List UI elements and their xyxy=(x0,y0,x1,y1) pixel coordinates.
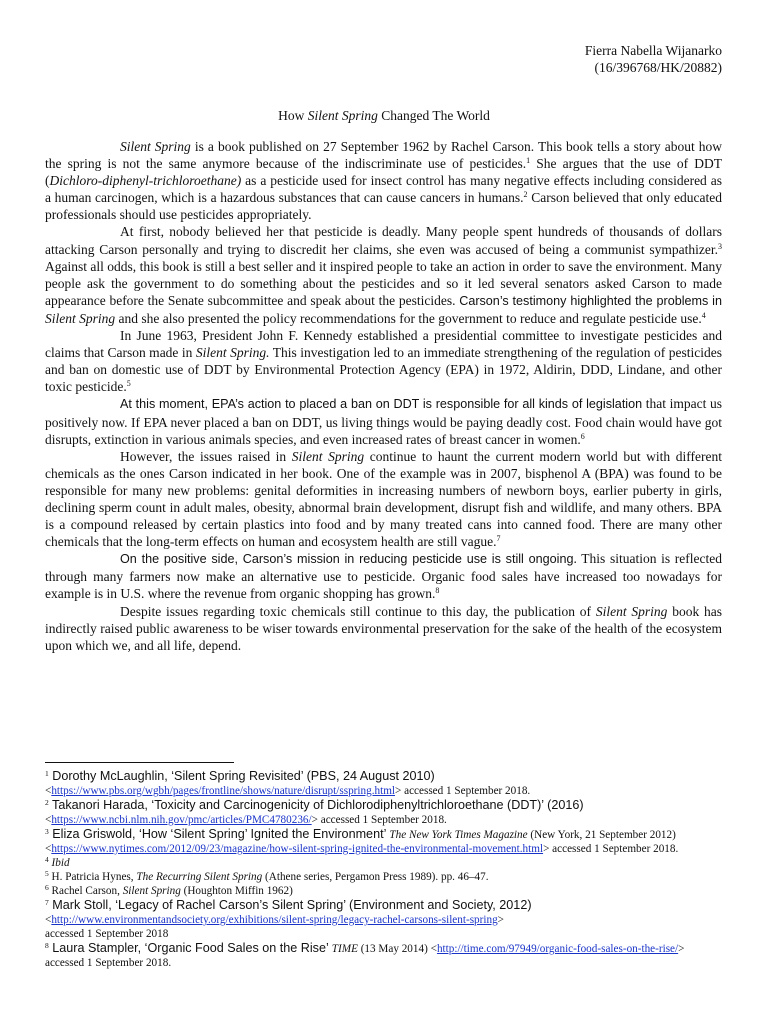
footnote-italic: The Recurring Silent Spring xyxy=(136,871,263,883)
text: She argues that the use of DDT ( xyxy=(45,156,723,189)
footnote-italic: Silent Spring xyxy=(122,885,181,897)
text: In June 1963, President John F. Kennedy established a presidential committee to investigate pesticides and claims that Carson made in xyxy=(45,328,722,361)
bracket: < xyxy=(45,785,52,797)
footnote-link[interactable]: https://www.pbs.org/wgbh/pages/frontline/shows/nature/disrupt/sspring.html xyxy=(51,785,395,797)
footnote-text: Rachel Carson, xyxy=(48,885,123,897)
footnote-ref[interactable]: 3 xyxy=(718,241,722,251)
footnote-link[interactable]: http://time.com/97949/organic-food-sales-on-the-rise/ xyxy=(436,943,679,955)
text: is a book published on 27 September 1962 by Rachel Carson. This book tells a story about how the spring is not the same anymore because of the indiscriminate use of pesticides. xyxy=(45,139,723,172)
title-italic: Silent Spring xyxy=(307,108,378,123)
text-sans: On the positive side, Carson’s mission in reducing pesticide use is still ongoing xyxy=(120,552,574,567)
footnote-1 xyxy=(45,769,723,798)
footnote-ref[interactable]: 4 xyxy=(701,310,706,320)
text: However, the issues raised in xyxy=(120,448,292,464)
footnote-number: 6 xyxy=(45,883,49,892)
footnote-link[interactable]: https://www.ncbi.nlm.nih.gov/pmc/articles/PMC4780236/ xyxy=(51,814,312,826)
student-id: (16/396768/HK/20882) xyxy=(594,60,722,75)
text-sans: At this moment, EPA’s action to placed a ban on DDT is responsible for all kinds of legislation xyxy=(120,397,643,412)
book-title: Silent Spring xyxy=(120,139,191,154)
footnote-ref[interactable]: 2 xyxy=(523,190,528,200)
footnote-4 xyxy=(45,856,723,870)
text: Against all odds, this book is still a best seller and it inspired people to take an action in order to save the environment. Many people ask the government to do something about the pesticides and so it led several senators asked Carson to made appearance before the Senate subcommittee and speak about the pesticides. xyxy=(45,258,722,308)
text: as a pesticide used for insect control has many negative effects including considered as a human carcinogen, which is a hazardous substances that can cause cancers in humans. xyxy=(45,173,722,206)
text: This investigation led to an immediate strengthening of the regulation of pesticides and ban on domestic use of DDT by Environmental Protection Agency (EPA) in 1972, Aldirin, DDD, Lindane, and other toxic pesticide. xyxy=(45,345,723,395)
footnotes xyxy=(45,769,723,970)
footnote-number: 8 xyxy=(45,941,49,950)
footnote-text: Laura Stampler, ‘Organic Food Sales on the Rise’ xyxy=(48,941,332,955)
footnote-text: > accessed 1 September 2018. xyxy=(543,843,679,855)
footnote-link[interactable]: https://www.nytimes.com/2012/09/23/magazine/how-silent-spring-ignited-the-environmental-movement.html xyxy=(51,843,544,855)
paragraph-7 xyxy=(45,603,722,654)
text: Despite issues regarding toxic chemicals still continue to this day, the publication of xyxy=(120,603,596,619)
footnote-text: Eliza Griswold, ‘How ‘Silent Spring’ Ignited the Environment’ xyxy=(48,827,390,841)
text: . This situation is reflected through many farmers now make an alternative use to pesticide. Organic food sales have increased too nowadays for example is in U.S. where the revenue from organic shopping has grown. xyxy=(45,551,722,602)
footnote-7 xyxy=(45,898,723,941)
footnote-text: (13 May 2014) < xyxy=(357,943,437,955)
footnote-ref[interactable]: 5 xyxy=(126,379,131,389)
footnote-text: (Athene series, Pergamon Press 1989). pp. 46–47. xyxy=(262,871,489,883)
paragraph-6 xyxy=(45,550,722,602)
footnote-number: 2 xyxy=(45,798,49,807)
footnote-number: 4 xyxy=(45,855,49,864)
bracket: < xyxy=(45,914,52,926)
footnote-number: 5 xyxy=(45,869,49,878)
footnote-text: Takanori Harada, ‘Toxicity and Carcinogenicity of Dichlorodiphenyltrichloroethane (DDT)’ (2016) xyxy=(48,798,584,812)
footnote-ref[interactable]: 7 xyxy=(496,534,501,544)
footnote-8 xyxy=(45,941,723,970)
footnote-italic: Ibid xyxy=(48,857,70,869)
author-name: Fierra Nabella Wijanarko xyxy=(584,43,722,58)
title-suffix: Changed The World xyxy=(377,108,490,123)
footnote-separator xyxy=(45,762,234,763)
title-prefix: How xyxy=(278,108,308,123)
footnote-text: Mark Stoll, ‘Legacy of Rachel Carson’s Silent Spring’ (Environment and Society, 2012) xyxy=(48,898,532,912)
author-block xyxy=(585,42,722,76)
footnote-italic: TIME xyxy=(331,943,358,955)
footnote-text: Dorothy McLaughlin, ‘Silent Spring Revisited’ (PBS, 24 August 2010) xyxy=(48,769,435,783)
footnote-ref[interactable]: 6 xyxy=(580,431,585,441)
footnote-text: accessed 1 September 2018 xyxy=(45,928,169,940)
footnote-number: 7 xyxy=(45,898,49,907)
footnote-text: > accessed 1 September 2018. xyxy=(45,943,685,969)
footnote-number: 1 xyxy=(45,769,49,778)
text: At first, nobody believed her that pesticide is deadly. Many people spent hundreds of thousands of dollars attacking Carson personally and trying to discredit her claims, she even was accused of being a communist sympathizer. xyxy=(45,224,722,257)
paragraph-3 xyxy=(45,327,722,395)
footnote-5 xyxy=(45,870,723,884)
text-sans: Carson’s testimony highlighted the problems in xyxy=(459,293,722,308)
footnote-3 xyxy=(45,827,723,856)
chemical-name: Dichloro-diphenyl-trichloroethane) xyxy=(49,173,242,189)
text: and she also presented the policy recommendations for the government to reduce and regulate pesticide use. xyxy=(115,310,702,326)
footnote-6 xyxy=(45,884,723,898)
footnote-ref[interactable]: 8 xyxy=(435,586,440,596)
text: Carson believed that only educated professionals should use pesticides appropriately. xyxy=(45,190,722,223)
book-title: Silent Spring xyxy=(291,448,365,464)
footnote-link[interactable]: http://www.environmentandsociety.org/exhibitions/silent-spring/legacy-rachel-carsons-silent-spring xyxy=(51,914,498,926)
footnote-text: H. Patricia Hynes, xyxy=(48,871,137,883)
footnote-2 xyxy=(45,798,723,827)
bracket: < xyxy=(45,814,52,826)
book-title: Silent Spring. xyxy=(195,345,270,361)
footnote-text: > accessed 1 September 2018. xyxy=(395,785,531,797)
footnote-italic: The New York Times Magazine xyxy=(389,829,528,841)
footnote-text: (Houghton Miffin 1962) xyxy=(180,885,293,897)
footnote-number: 3 xyxy=(45,827,49,836)
book-title: Silent Spring xyxy=(45,310,116,326)
text: that impact us positively now. If EPA never placed a ban on DDT, us living things would be paying deadly cost. Food chain would have got disrupts, extinction in various animals species, and even increased rates of breast cancer in women. xyxy=(45,396,722,447)
bracket: > xyxy=(497,914,504,926)
footnote-ref[interactable]: 1 xyxy=(526,156,531,166)
paragraph-2 xyxy=(45,223,722,327)
paragraph-4 xyxy=(45,395,722,447)
essay-body xyxy=(45,138,722,654)
paragraph-5 xyxy=(45,448,722,551)
footnote-text: (New York, 21 September 2012) < xyxy=(45,829,676,855)
paragraph-1 xyxy=(45,138,722,223)
footnote-text: > accessed 1 September 2018. xyxy=(311,814,447,826)
page-title xyxy=(0,108,768,124)
text: book has indirectly raised public awareness to be wiser towards environmental preservation for the sake of the health of the ecosystem upon which we, and all life, depend. xyxy=(45,603,723,653)
text: continue to haunt the current modern world but with different chemicals as the ones Carson indicated in her book. One of the example was in 2007, bisphenol A (BPA) was found to be responsible for many new problems: genital deformities in increasing numbers of newborn boys, earlier puberty in girls, declining sperm count in adult males, obesity, abnormal brain development, disrupt fish and wildlife, and many others. BPA is a compound released by certain plastics into food and by many treated cans into canned food. There are many other chemicals that the long-term effects on human and ecosystem health are still vague. xyxy=(45,448,723,550)
book-title: Silent Spring xyxy=(595,603,668,619)
